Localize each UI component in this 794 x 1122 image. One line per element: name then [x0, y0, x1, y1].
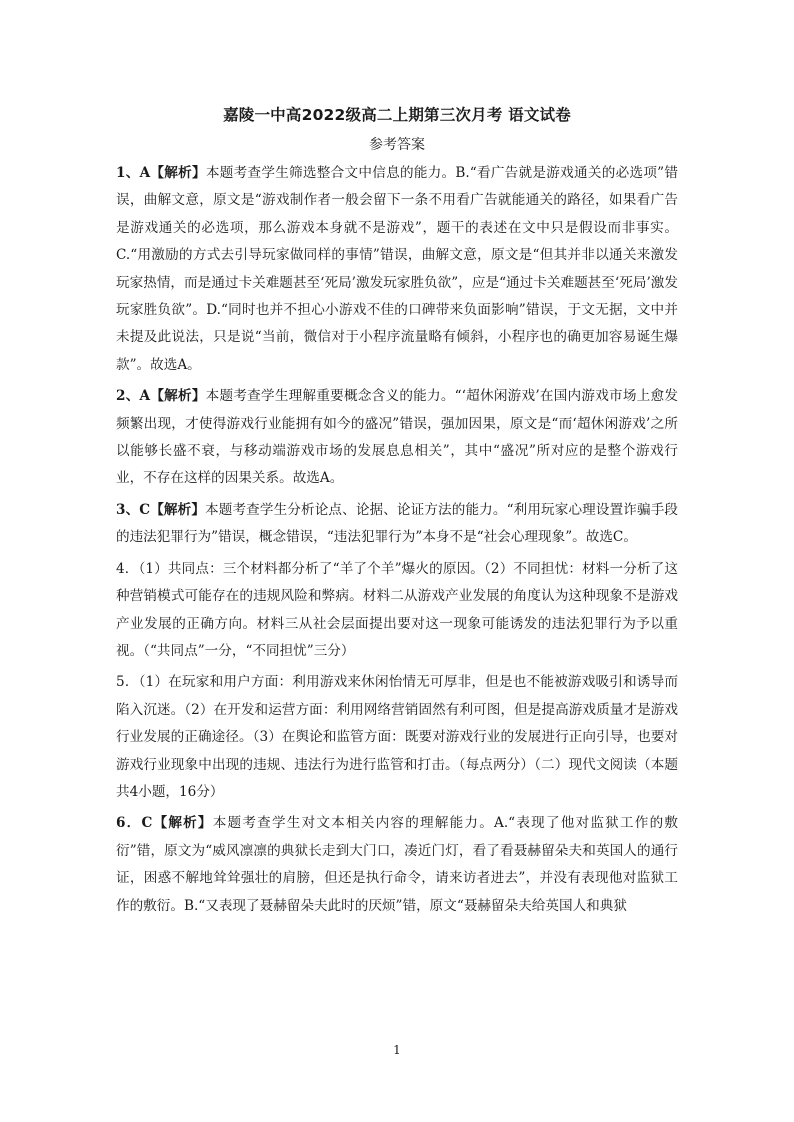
- answer-paragraph-5: [116, 669, 678, 806]
- answer-body: [116, 160, 678, 924]
- answer-text: 本题考查学生分析论点、论据、论证方法的能力。“利用玩家心理设置诈骗手段的违法犯罪行为”错误，概念错误，“违法犯罪行为”本身不是“社会心理现象”。故选C。: [116, 501, 679, 546]
- document-subtitle: 参考答案: [369, 137, 425, 153]
- answer-text: 本题考查学生对文本相关内容的理解能力。A.“表现了他对监狱工作的敷衍”错，原文为“威风凛凛的典狱长走到大门口，凑近门灯，看了看聂赫留朵夫和英国人的通行证，困惑不解地耸耸强壮的肩膀，但还是执行命令，请来访者进去”，并没有表现他对监狱工作的敷衍。B.“又表现了聂赫留朵夫此时的厌烦”错，原文“聂赫留朵夫给英国人和典狱: [116, 815, 678, 914]
- answer-paragraph-4: [116, 556, 678, 666]
- answer-paragraph-3: [116, 497, 678, 552]
- answer-prefix: 1、A【解析】: [116, 165, 206, 181]
- answer-text: 5．（1）在玩家和用户方面：利用游戏来休闲怡情无可厚非，但是也不能被游戏吸引和诱导而陷入沉迷。（2）在开发和运营方面：利用网络营销固然有利可图，但是提高游戏质量才是游戏行业发展的正确途径。（3）在舆论和监管方面：既要对游戏行业的发展进行正向引导，也要对游戏行业现象中出现的违规、违法行为进行监管和打击。（每点两分）（二）现代文阅读（本题共4小题，16分）: [116, 674, 678, 800]
- answer-paragraph-6: [116, 810, 678, 920]
- document-title: 嘉陵一中高2022级高二上期第三次月考 语文试卷: [223, 106, 571, 124]
- page-number: 1: [393, 1043, 401, 1057]
- answer-text: 本题考查学生理解重要概念含义的能力。“‘超休闲游戏’在国内游戏市场上愈发频繁出现，才使得游戏行业能拥有如今的盛况”错误，强加因果，原文是“而‘超休闲游戏’之所以能够长盛不衰，与移动端游戏市场的发展息息相关”，其中“盛况”所对应的是整个游戏行业，不存在这样的因果关系。故选A。: [116, 388, 678, 487]
- answer-prefix: 2、A【解析】: [116, 388, 206, 405]
- answer-text: 本题考查学生筛选整合文中信息的能力。B.“看广告就是游戏通关的必选项”错误，曲解文意，原文是“游戏制作者一般会留下一条不用看广告就能通关的路径，如果看广告是游戏通关的必选项，那么游戏本身就不是游戏”，题干的表述在文中只是假设而非事实。C.“用激励的方式去引导玩家做同样的事情”错误，曲解文意，原文是“但其并非以通关来激发玩家热情，而是通过卡关难题甚至‘死局’激发玩家胜负欲”，应是“通过卡关难题甚至‘死局’激发玩家胜负欲”。D.“同时也并不担心小游戏不佳的口碑带来负面影响”错误，于文无据，文中并未提及此说法，只是说“当前，微信对于小程序流量略有倾斜，小程序也的确更加容易诞生爆款”。故选A。: [116, 165, 678, 373]
- answer-text: 4．（1）共同点：三个材料都分析了“羊了个羊”爆火的原因。（2）不同担忧：材料一分析了这种营销模式可能存在的违规风险和弊病。材料二从游戏产业发展的角度认为这种现象不是游戏产业发展的正确方向。材料三从社会层面提出要对这一现象可能诱发的违法犯罪行为予以重视。（“共同点”一分，“不同担忧”三分）: [116, 560, 678, 659]
- answer-prefix: 3、C【解析】: [116, 501, 206, 518]
- answer-paragraph-1: [116, 160, 678, 379]
- answer-paragraph-2: [116, 383, 678, 493]
- answer-prefix: 6．C【解析】: [116, 815, 213, 832]
